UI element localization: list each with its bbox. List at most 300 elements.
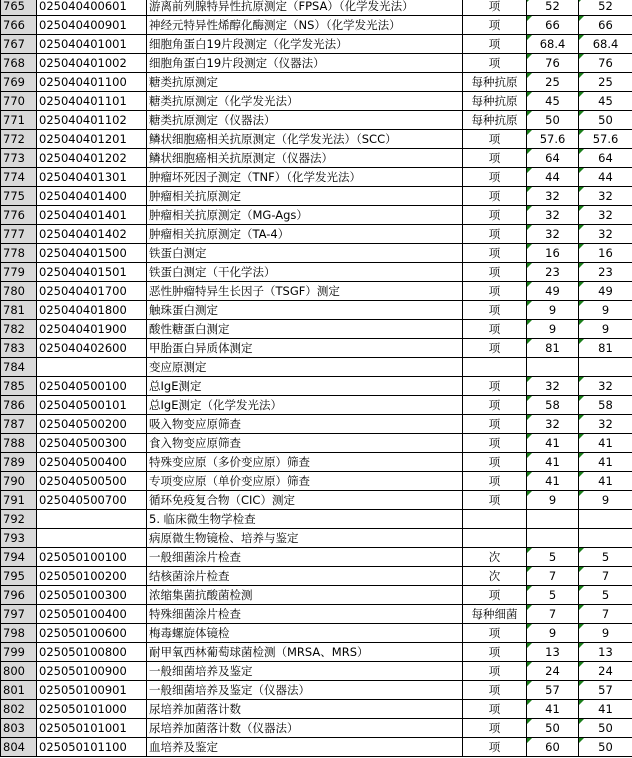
price-cell-2[interactable] xyxy=(579,662,632,681)
unit-cell[interactable] xyxy=(463,491,527,510)
unit-cell[interactable] xyxy=(463,586,527,605)
row-number-cell-text: 781 xyxy=(3,303,25,317)
cell-comment-marker-icon xyxy=(527,339,532,344)
price-cell-2[interactable] xyxy=(579,643,632,662)
code-cell[interactable] xyxy=(37,320,147,339)
price-cell-2[interactable] xyxy=(579,472,632,491)
price-cell-2[interactable] xyxy=(579,567,632,586)
row-number-cell[interactable] xyxy=(1,282,37,301)
row-number-cell-text: 793 xyxy=(3,531,25,545)
item-name-cell[interactable] xyxy=(147,738,463,757)
price-cell-2[interactable] xyxy=(579,434,632,453)
unit-cell[interactable] xyxy=(463,434,527,453)
code-cell-text: 025050100100 xyxy=(39,550,127,564)
price-cell-2[interactable] xyxy=(579,605,632,624)
price-cell-2-text: 13 xyxy=(598,645,613,659)
item-name-cell[interactable] xyxy=(147,206,463,225)
code-cell[interactable] xyxy=(37,453,147,472)
cell-comment-marker-icon xyxy=(527,377,532,382)
item-name-cell-text: 鳞状细胞癌相关抗原测定（化学发光法）（SCC） xyxy=(149,132,397,146)
item-name-cell[interactable] xyxy=(147,377,463,396)
item-name-cell[interactable] xyxy=(147,16,463,35)
price-cell-2[interactable] xyxy=(579,339,632,358)
cell-comment-marker-icon xyxy=(527,738,532,743)
price-cell-2[interactable] xyxy=(579,529,632,548)
code-cell[interactable] xyxy=(37,130,147,149)
item-name-cell[interactable] xyxy=(147,396,463,415)
row-number-cell[interactable] xyxy=(1,662,37,681)
price-cell-2-text: 66 xyxy=(598,18,613,32)
code-cell[interactable] xyxy=(37,738,147,757)
item-name-cell[interactable] xyxy=(147,225,463,244)
row-number-cell[interactable] xyxy=(1,472,37,491)
row-number-cell[interactable] xyxy=(1,263,37,282)
code-cell[interactable] xyxy=(37,339,147,358)
unit-cell[interactable] xyxy=(463,301,527,320)
price-cell-2[interactable] xyxy=(579,586,632,605)
code-cell[interactable] xyxy=(37,396,147,415)
item-name-cell[interactable] xyxy=(147,681,463,700)
item-name-cell[interactable] xyxy=(147,700,463,719)
unit-cell[interactable] xyxy=(463,453,527,472)
price-cell-2[interactable] xyxy=(579,225,632,244)
price-cell[interactable] xyxy=(527,529,579,548)
cell-comment-marker-icon xyxy=(579,377,584,382)
price-cell[interactable] xyxy=(527,282,579,301)
price-cell[interactable] xyxy=(527,187,579,206)
code-cell[interactable] xyxy=(37,244,147,263)
unit-cell[interactable] xyxy=(463,168,527,187)
unit-cell-text: 每种抗原 xyxy=(471,75,518,89)
price-cell-2[interactable] xyxy=(579,149,632,168)
price-cell-2[interactable] xyxy=(579,738,632,757)
item-name-cell[interactable] xyxy=(147,263,463,282)
cell-comment-marker-icon xyxy=(579,263,584,268)
price-cell-2[interactable] xyxy=(579,396,632,415)
table-row xyxy=(1,149,632,168)
unit-cell[interactable] xyxy=(463,415,527,434)
price-cell-2[interactable] xyxy=(579,54,632,73)
row-number-cell[interactable] xyxy=(1,396,37,415)
row-number-cell[interactable] xyxy=(1,149,37,168)
row-number-cell-text: 785 xyxy=(3,379,25,393)
price-cell-2[interactable] xyxy=(579,358,632,377)
row-number-cell[interactable] xyxy=(1,35,37,54)
code-cell[interactable] xyxy=(37,434,147,453)
code-cell-text: 025040401101 xyxy=(39,94,127,108)
item-name-cell-text: 铁蛋白测定 xyxy=(149,246,207,260)
unit-cell[interactable] xyxy=(463,149,527,168)
code-cell[interactable] xyxy=(37,282,147,301)
price-cell[interactable] xyxy=(527,358,579,377)
price-cell[interactable] xyxy=(527,643,579,662)
price-cell-2[interactable] xyxy=(579,111,632,130)
cell-comment-marker-icon xyxy=(579,320,584,325)
price-cell-2[interactable] xyxy=(579,415,632,434)
row-number-cell[interactable] xyxy=(1,168,37,187)
row-number-cell[interactable] xyxy=(1,339,37,358)
price-cell-2[interactable] xyxy=(579,510,632,529)
cell-comment-marker-icon xyxy=(579,605,584,610)
code-cell[interactable] xyxy=(37,662,147,681)
row-number-cell[interactable] xyxy=(1,130,37,149)
item-name-cell[interactable] xyxy=(147,320,463,339)
item-name-cell[interactable] xyxy=(147,339,463,358)
item-name-cell[interactable] xyxy=(147,605,463,624)
row-number-cell[interactable] xyxy=(1,567,37,586)
code-cell[interactable] xyxy=(37,510,147,529)
item-name-cell[interactable] xyxy=(147,529,463,548)
price-cell[interactable] xyxy=(527,301,579,320)
code-cell-text: 025040500300 xyxy=(39,436,127,450)
price-cell[interactable] xyxy=(527,491,579,510)
code-cell[interactable] xyxy=(37,73,147,92)
item-name-cell[interactable] xyxy=(147,244,463,263)
row-number-cell[interactable] xyxy=(1,491,37,510)
unit-cell[interactable] xyxy=(463,263,527,282)
code-cell-text: 025040401100 xyxy=(39,75,127,89)
price-cell-2[interactable] xyxy=(579,0,632,16)
cell-comment-marker-icon xyxy=(527,16,532,21)
unit-cell[interactable] xyxy=(463,16,527,35)
row-number-cell[interactable] xyxy=(1,320,37,339)
price-cell-2[interactable] xyxy=(579,681,632,700)
price-cell-2[interactable] xyxy=(579,453,632,472)
row-number-cell[interactable] xyxy=(1,719,37,738)
cell-comment-marker-icon xyxy=(579,396,584,401)
unit-cell[interactable] xyxy=(463,738,527,757)
price-cell-2[interactable] xyxy=(579,187,632,206)
code-cell[interactable] xyxy=(37,263,147,282)
price-cell[interactable] xyxy=(527,605,579,624)
price-cell-text: 25 xyxy=(545,75,560,89)
code-cell[interactable] xyxy=(37,377,147,396)
cell-comment-marker-icon xyxy=(527,206,532,211)
row-number-cell-text: 779 xyxy=(3,265,25,279)
price-cell-2[interactable] xyxy=(579,282,632,301)
price-cell[interactable] xyxy=(527,339,579,358)
table-row xyxy=(1,92,632,111)
cell-comment-marker-icon xyxy=(527,73,532,78)
unit-cell[interactable] xyxy=(463,73,527,92)
row-number-cell-text: 798 xyxy=(3,626,25,640)
price-cell-2[interactable] xyxy=(579,92,632,111)
unit-cell[interactable] xyxy=(463,339,527,358)
row-number-cell[interactable] xyxy=(1,700,37,719)
table-row xyxy=(1,700,632,719)
unit-cell[interactable] xyxy=(463,567,527,586)
unit-cell[interactable] xyxy=(463,605,527,624)
row-number-cell[interactable] xyxy=(1,510,37,529)
unit-cell[interactable] xyxy=(463,719,527,738)
item-name-cell[interactable] xyxy=(147,35,463,54)
price-cell[interactable] xyxy=(527,149,579,168)
price-cell[interactable] xyxy=(527,320,579,339)
price-cell[interactable] xyxy=(527,130,579,149)
row-number-cell-text: 783 xyxy=(3,341,25,355)
unit-cell[interactable] xyxy=(463,92,527,111)
row-number-cell[interactable] xyxy=(1,187,37,206)
price-cell[interactable] xyxy=(527,681,579,700)
unit-cell[interactable] xyxy=(463,681,527,700)
price-cell-2[interactable] xyxy=(579,73,632,92)
unit-cell[interactable] xyxy=(463,662,527,681)
price-cell-2[interactable] xyxy=(579,301,632,320)
cell-comment-marker-icon xyxy=(579,472,584,477)
cell-comment-marker-icon xyxy=(579,567,584,572)
row-number-cell[interactable] xyxy=(1,0,37,16)
row-number-cell[interactable] xyxy=(1,624,37,643)
code-cell[interactable] xyxy=(37,54,147,73)
price-cell[interactable] xyxy=(527,738,579,757)
item-name-cell[interactable] xyxy=(147,472,463,491)
item-name-cell-text: 一般细菌培养及鉴定 xyxy=(149,664,253,678)
item-name-cell[interactable] xyxy=(147,168,463,187)
code-cell[interactable] xyxy=(37,0,147,16)
unit-cell[interactable] xyxy=(463,0,527,16)
row-number-cell[interactable] xyxy=(1,358,37,377)
item-name-cell[interactable] xyxy=(147,54,463,73)
unit-cell[interactable] xyxy=(463,358,527,377)
price-cell[interactable] xyxy=(527,92,579,111)
unit-cell[interactable] xyxy=(463,548,527,567)
unit-cell[interactable] xyxy=(463,320,527,339)
row-number-cell[interactable] xyxy=(1,111,37,130)
row-number-cell[interactable] xyxy=(1,415,37,434)
item-name-cell[interactable] xyxy=(147,149,463,168)
unit-cell[interactable] xyxy=(463,643,527,662)
code-cell[interactable] xyxy=(37,529,147,548)
row-number-cell[interactable] xyxy=(1,301,37,320)
price-cell-text: 41 xyxy=(545,702,560,716)
item-name-cell[interactable] xyxy=(147,358,463,377)
unit-cell[interactable] xyxy=(463,187,527,206)
item-name-cell[interactable] xyxy=(147,92,463,111)
price-cell-text: 45 xyxy=(545,94,560,108)
code-cell[interactable] xyxy=(37,643,147,662)
row-number-cell[interactable] xyxy=(1,434,37,453)
item-name-cell[interactable] xyxy=(147,624,463,643)
item-name-cell[interactable] xyxy=(147,586,463,605)
price-cell-2[interactable] xyxy=(579,377,632,396)
unit-cell[interactable] xyxy=(463,529,527,548)
code-cell[interactable] xyxy=(37,491,147,510)
row-number-cell-text: 791 xyxy=(3,493,25,507)
table-body xyxy=(1,0,632,757)
price-cell-text: 9 xyxy=(548,626,557,640)
price-cell-2[interactable] xyxy=(579,16,632,35)
code-cell[interactable] xyxy=(37,358,147,377)
cell-comment-marker-icon xyxy=(579,548,584,553)
price-cell[interactable] xyxy=(527,396,579,415)
item-name-cell[interactable] xyxy=(147,415,463,434)
row-number-cell[interactable] xyxy=(1,453,37,472)
code-cell[interactable] xyxy=(37,567,147,586)
price-cell[interactable] xyxy=(527,54,579,73)
code-cell[interactable] xyxy=(37,700,147,719)
row-number-cell[interactable] xyxy=(1,681,37,700)
row-number-cell-text: 782 xyxy=(3,322,25,336)
price-cell-2-text: 76 xyxy=(598,56,613,70)
item-name-cell[interactable] xyxy=(147,453,463,472)
price-cell-2[interactable] xyxy=(579,35,632,54)
item-name-cell[interactable] xyxy=(147,187,463,206)
item-name-cell[interactable] xyxy=(147,643,463,662)
row-number-cell[interactable] xyxy=(1,605,37,624)
row-number-cell[interactable] xyxy=(1,225,37,244)
unit-cell[interactable] xyxy=(463,35,527,54)
unit-cell[interactable] xyxy=(463,244,527,263)
price-cell[interactable] xyxy=(527,35,579,54)
price-cell-2-text: 50 xyxy=(598,740,613,754)
code-cell[interactable] xyxy=(37,187,147,206)
row-number-cell[interactable] xyxy=(1,54,37,73)
code-cell[interactable] xyxy=(37,225,147,244)
item-name-cell[interactable] xyxy=(147,111,463,130)
price-cell[interactable] xyxy=(527,586,579,605)
code-cell[interactable] xyxy=(37,605,147,624)
unit-cell[interactable] xyxy=(463,111,527,130)
price-cell-text: 9 xyxy=(548,493,557,507)
price-cell-2[interactable] xyxy=(579,624,632,643)
code-cell[interactable] xyxy=(37,16,147,35)
item-name-cell[interactable] xyxy=(147,491,463,510)
price-cell-text: 52 xyxy=(545,0,560,13)
unit-cell[interactable] xyxy=(463,472,527,491)
price-cell-2[interactable] xyxy=(579,244,632,263)
price-cell-2[interactable] xyxy=(579,320,632,339)
row-number-cell[interactable] xyxy=(1,586,37,605)
code-cell[interactable] xyxy=(37,35,147,54)
price-cell-2[interactable] xyxy=(579,168,632,187)
unit-cell[interactable] xyxy=(463,624,527,643)
item-name-cell[interactable] xyxy=(147,282,463,301)
code-cell[interactable] xyxy=(37,149,147,168)
unit-cell[interactable] xyxy=(463,54,527,73)
price-cell[interactable] xyxy=(527,244,579,263)
price-cell-2[interactable] xyxy=(579,548,632,567)
row-number-cell[interactable] xyxy=(1,73,37,92)
price-cell[interactable] xyxy=(527,0,579,16)
row-number-cell[interactable] xyxy=(1,529,37,548)
row-number-cell[interactable] xyxy=(1,244,37,263)
item-name-cell[interactable] xyxy=(147,434,463,453)
price-cell-2-text: 57 xyxy=(598,683,613,697)
row-number-cell[interactable] xyxy=(1,738,37,757)
row-number-cell[interactable] xyxy=(1,206,37,225)
unit-cell[interactable] xyxy=(463,282,527,301)
price-cell[interactable] xyxy=(527,225,579,244)
price-cell-2[interactable] xyxy=(579,700,632,719)
item-name-cell[interactable] xyxy=(147,510,463,529)
price-cell-2[interactable] xyxy=(579,263,632,282)
price-cell[interactable] xyxy=(527,624,579,643)
item-name-cell[interactable] xyxy=(147,662,463,681)
item-name-cell[interactable] xyxy=(147,301,463,320)
price-cell[interactable] xyxy=(527,472,579,491)
code-cell-text: 025050101000 xyxy=(39,702,127,716)
price-cell[interactable] xyxy=(527,700,579,719)
price-cell-2[interactable] xyxy=(579,719,632,738)
code-cell[interactable] xyxy=(37,206,147,225)
price-cell[interactable] xyxy=(527,510,579,529)
row-number-cell[interactable] xyxy=(1,92,37,111)
item-name-cell[interactable] xyxy=(147,548,463,567)
code-cell[interactable] xyxy=(37,301,147,320)
price-cell[interactable] xyxy=(527,73,579,92)
price-cell[interactable] xyxy=(527,111,579,130)
unit-cell[interactable] xyxy=(463,396,527,415)
table-row xyxy=(1,491,632,510)
item-name-cell[interactable] xyxy=(147,719,463,738)
cell-comment-marker-icon xyxy=(527,282,532,287)
unit-cell[interactable] xyxy=(463,225,527,244)
unit-cell[interactable] xyxy=(463,377,527,396)
item-name-cell-text: 细胞角蛋白19片段测定（仪器法） xyxy=(149,56,325,70)
price-cell[interactable] xyxy=(527,168,579,187)
price-cell[interactable] xyxy=(527,719,579,738)
price-cell[interactable] xyxy=(527,206,579,225)
price-cell[interactable] xyxy=(527,16,579,35)
unit-cell[interactable] xyxy=(463,700,527,719)
item-name-cell[interactable] xyxy=(147,73,463,92)
row-number-cell[interactable] xyxy=(1,377,37,396)
unit-cell[interactable] xyxy=(463,206,527,225)
price-cell[interactable] xyxy=(527,434,579,453)
row-number-cell-text: 777 xyxy=(3,227,25,241)
price-cell[interactable] xyxy=(527,415,579,434)
price-cell[interactable] xyxy=(527,548,579,567)
item-name-cell-text: 肿瘤相关抗原测定（MG-Ags） xyxy=(149,208,308,222)
price-cell[interactable] xyxy=(527,263,579,282)
item-name-cell[interactable] xyxy=(147,130,463,149)
row-number-cell[interactable] xyxy=(1,16,37,35)
item-name-cell[interactable] xyxy=(147,567,463,586)
price-cell[interactable] xyxy=(527,453,579,472)
table-row xyxy=(1,681,632,700)
cell-comment-marker-icon xyxy=(527,92,532,97)
row-number-cell[interactable] xyxy=(1,548,37,567)
code-cell-text: 025050100600 xyxy=(39,626,127,640)
unit-cell-text: 项 xyxy=(488,379,501,393)
unit-cell[interactable] xyxy=(463,510,527,529)
code-cell[interactable] xyxy=(37,681,147,700)
code-cell[interactable] xyxy=(37,472,147,491)
code-cell[interactable] xyxy=(37,624,147,643)
code-cell[interactable] xyxy=(37,586,147,605)
cell-comment-marker-icon xyxy=(579,339,584,344)
price-cell[interactable] xyxy=(527,567,579,586)
code-cell[interactable] xyxy=(37,415,147,434)
row-number-cell[interactable] xyxy=(1,643,37,662)
code-cell[interactable] xyxy=(37,168,147,187)
item-name-cell[interactable] xyxy=(147,0,463,16)
code-cell[interactable] xyxy=(37,92,147,111)
price-cell-2[interactable] xyxy=(579,206,632,225)
price-cell-2[interactable] xyxy=(579,130,632,149)
code-cell-text: 025040500101 xyxy=(39,398,127,412)
price-cell-2-text: 32 xyxy=(598,379,613,393)
code-cell[interactable] xyxy=(37,111,147,130)
table-row xyxy=(1,472,632,491)
unit-cell[interactable] xyxy=(463,130,527,149)
code-cell[interactable] xyxy=(37,719,147,738)
price-cell[interactable] xyxy=(527,662,579,681)
price-cell[interactable] xyxy=(527,377,579,396)
row-number-cell-text: 796 xyxy=(3,588,25,602)
price-cell-2[interactable] xyxy=(579,491,632,510)
code-cell[interactable] xyxy=(37,548,147,567)
